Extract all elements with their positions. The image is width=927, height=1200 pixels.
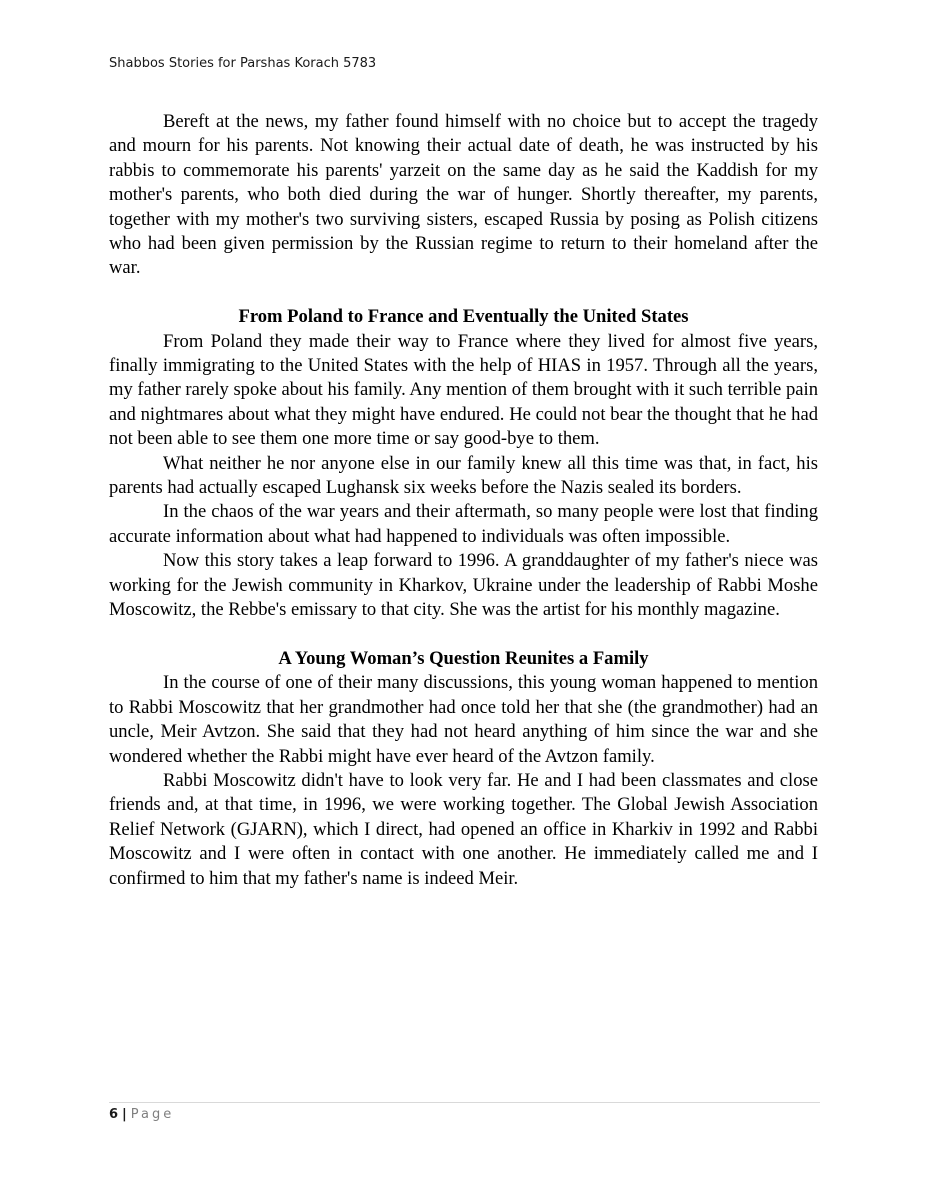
body-paragraph: In the chaos of the war years and their aftermath, so many people were lost that finding accurate information about what had happened to individuals was often impossible. [109,501,818,547]
body-paragraph: From Poland they made their way to France where they lived for almost five years, finally immigrating to the United States with the help of HIAS in 1957. Through all the years, my father rarely spoke about his family. Any mention of them brought with it such terrible pain and nightmares about what they might have endured. He could not bear the thought that he had not been able to see them one more time or say good-bye to them. [109,330,818,450]
section-heading: A Young Woman’s Question Reunites a Family [278,647,649,669]
body-paragraph: In the course of one of their many discussions, this young woman happened to mention to Rabbi Moscowitz that her grandmother had once told her that she (the grandmother) had an uncle, Meir Avtzon. She said that they had not heard anything of him since the war and she wondered whether the Rabbi might have ever heard of the Avtzon family. [109,672,818,767]
body-paragraph: Bereft at the news, my father found himself with no choice but to accept the tragedy and mourn for his parents. Not knowing their actual date of death, he was instructed by his rabbis to commemorate his parents' yarzeit on the same day as he said the Kaddish for my mother's parents, who both died during the war of hunger. Shortly thereafter, my parents, together with my mother's two surviving sisters, escaped Russia by posing as Polish citizens who had been given permission by the Russian regime to return to their homeland after the war. [109,111,818,279]
page-label: Page [130,1107,175,1122]
page-footer [109,1107,174,1122]
section-heading: From Poland to France and Eventually the United States [238,306,689,328]
footer-separator: | [122,1107,127,1122]
body-paragraph: Now this story takes a leap forward to 1996. A granddaughter of my father's niece was working for the Jewish community in Kharkov, Ukraine under the leadership of Rabbi Moshe Moscowitz, the Rebbe's emissary to that city. She was the artist for his monthly magazine. [109,550,818,621]
footer-divider [109,1102,820,1103]
section-spacer [109,281,818,305]
page-number: 6 [109,1107,119,1122]
section-spacer [109,623,818,647]
body-paragraph: What neither he nor anyone else in our family knew all this time was that, in fact, his parents had actually escaped Lughansk six weeks before the Nazis sealed its borders. [109,452,818,499]
document-body [109,110,818,891]
running-header: Shabbos Stories for Parshas Korach 5783 [109,56,377,71]
body-paragraph: Rabbi Moscowitz didn't have to look very far. He and I had been classmates and close friends and, at that time, in 1996, we were working together. The Global Jewish Association Relief Network (GJARN), which I direct, had opened an office in Kharkiv in 1992 and Rabbi Moscowitz and I were often in contact with one another. He immediately called me and I confirmed to him that my father's name is indeed Meir. [109,769,818,889]
